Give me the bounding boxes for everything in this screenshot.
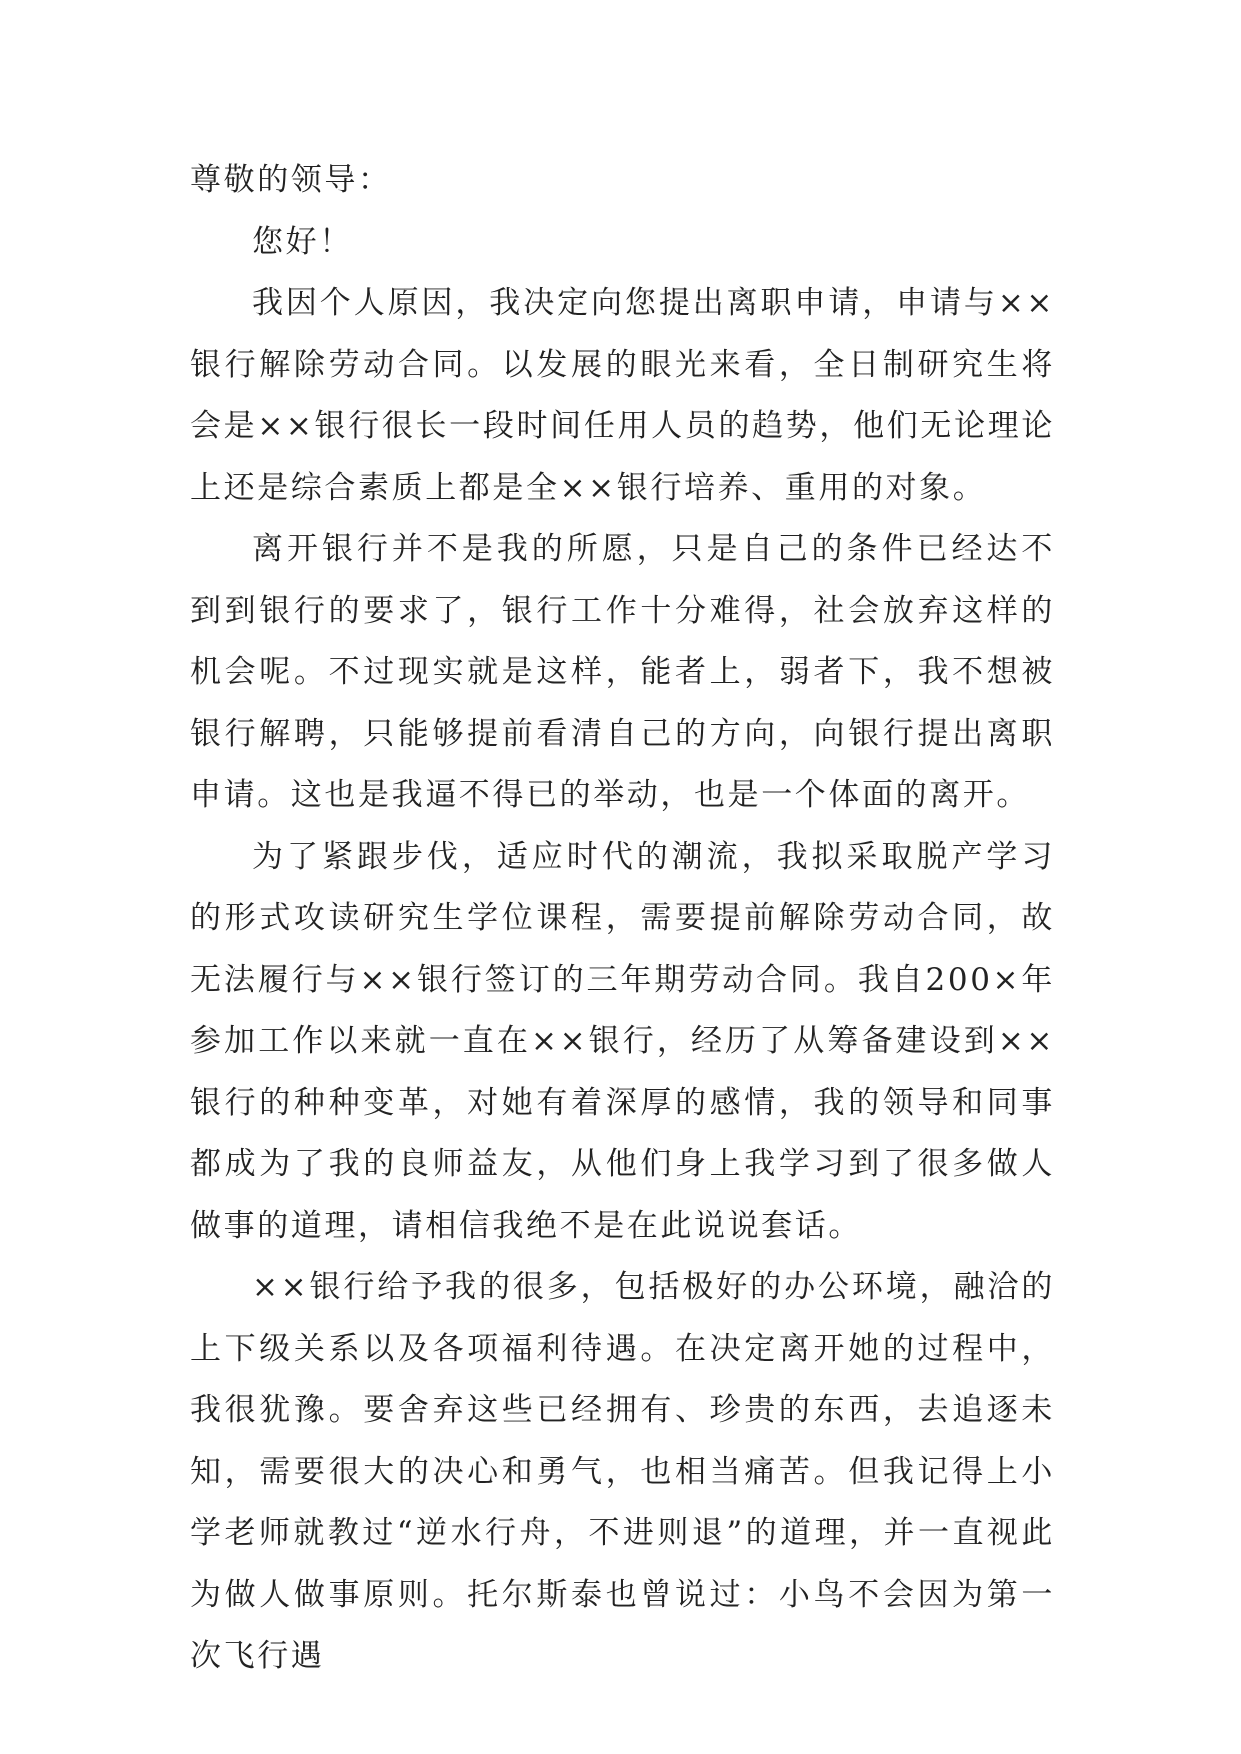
paragraph-resignation-reason: 我因个人原因，我决定向您提出离职申请，申请与××银行解除劳动合同。以发展的眼光来看，全日制研究生将会是××银行很长一段时间任用人员的趋势，他们无论理论上还是综合素质上都是全××银行培养、重用的对象。: [190, 285, 1055, 506]
paragraph-further-study: 为了紧跟步伐，适应时代的潮流，我拟采取脱产学习的形式攻读研究生学位课程，需要提前解除劳动合同，故无法履行与××银行签订的三年期劳动合同。我自200×年参加工作以来就一直在××银行，经历了从筹备建设到××银行的种种变革，对她有着深厚的感情，我的领导和同事都成为了我的良师益友，从他们身上我学习到了很多做人做事的道理，请相信我绝不是在此说说套话。: [190, 838, 1055, 1244]
paragraph-leaving-bank: 离开银行并不是我的所愿，只是自己的条件已经达不到到银行的要求了，银行工作十分难得，社会放弃这样的机会呢。不过现实就是这样，能者上，弱者下，我不想被银行解聘，只能够提前看清自己的方向，向银行提出离职申请。这也是我逼不得已的举动，也是一个体面的离开。: [190, 531, 1055, 813]
letter-body: [190, 150, 1055, 1688]
salutation: 尊敬的领导：: [190, 162, 392, 198]
greeting: 您好！: [252, 223, 353, 260]
paragraph-gratitude: ××银行给予我的很多，包括极好的办公环境，融洽的上下级关系以及各项福利待遇。在决定离开她的过程中，我很犹豫。要舍弃这些已经拥有、珍贵的东西，去追逐未知，需要很大的决心和勇气，也相当痛苦。但我记得上小学老师就教过“逆水行舟，不进则退”的道理，并一直视此为做人做事原则。托尔斯泰也曾说过：小鸟不会因为第一次飞行遇: [190, 1269, 1055, 1674]
